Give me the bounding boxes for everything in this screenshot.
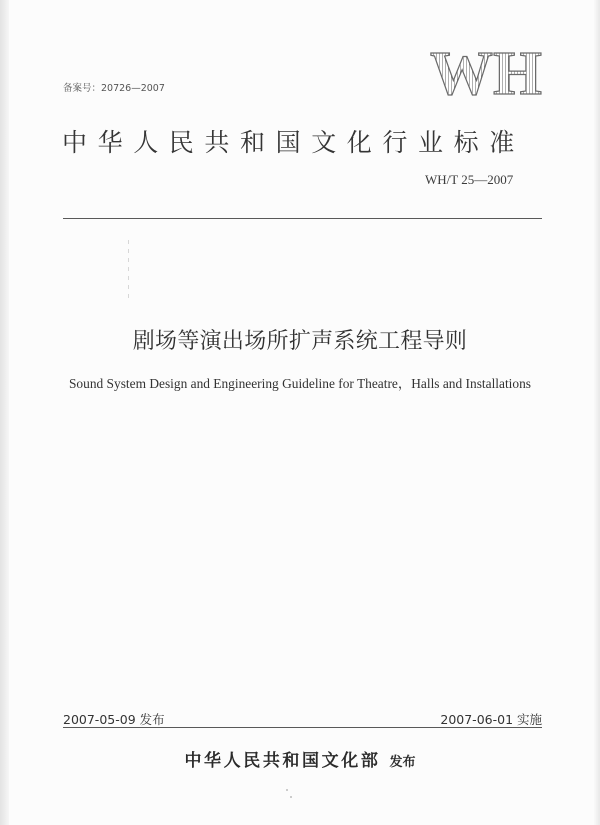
scan-speck bbox=[286, 789, 288, 791]
scan-edge-right bbox=[594, 0, 600, 825]
svg-text:WH: WH bbox=[430, 44, 542, 100]
record-number: 备案号：20726—2007 bbox=[63, 83, 165, 94]
header-divider bbox=[63, 218, 542, 219]
wh-standard-logo bbox=[430, 44, 542, 100]
standard-category-title: 中华人民共和国文化行业标准 bbox=[62, 128, 525, 157]
publisher-line bbox=[0, 746, 600, 771]
document-title-chinese: 剧场等演出场所扩声系统工程导则 bbox=[132, 329, 468, 354]
publisher-name: 中华人民共和国文化部 bbox=[184, 751, 381, 771]
standard-code: WH/T 25—2007 bbox=[425, 172, 514, 187]
effective-date: 2007-06-01 实施 bbox=[440, 712, 542, 727]
publish-label: 发布 bbox=[389, 755, 416, 770]
scan-speck bbox=[290, 796, 292, 798]
footer-divider bbox=[63, 727, 542, 728]
document-title-english: Sound System Design and Engineering Guideline for Theatre，Halls and Installations bbox=[68, 376, 531, 391]
scan-artifact bbox=[128, 240, 129, 302]
issue-date: 2007-05-09 发布 bbox=[63, 712, 165, 727]
scan-edge-left bbox=[0, 0, 9, 825]
